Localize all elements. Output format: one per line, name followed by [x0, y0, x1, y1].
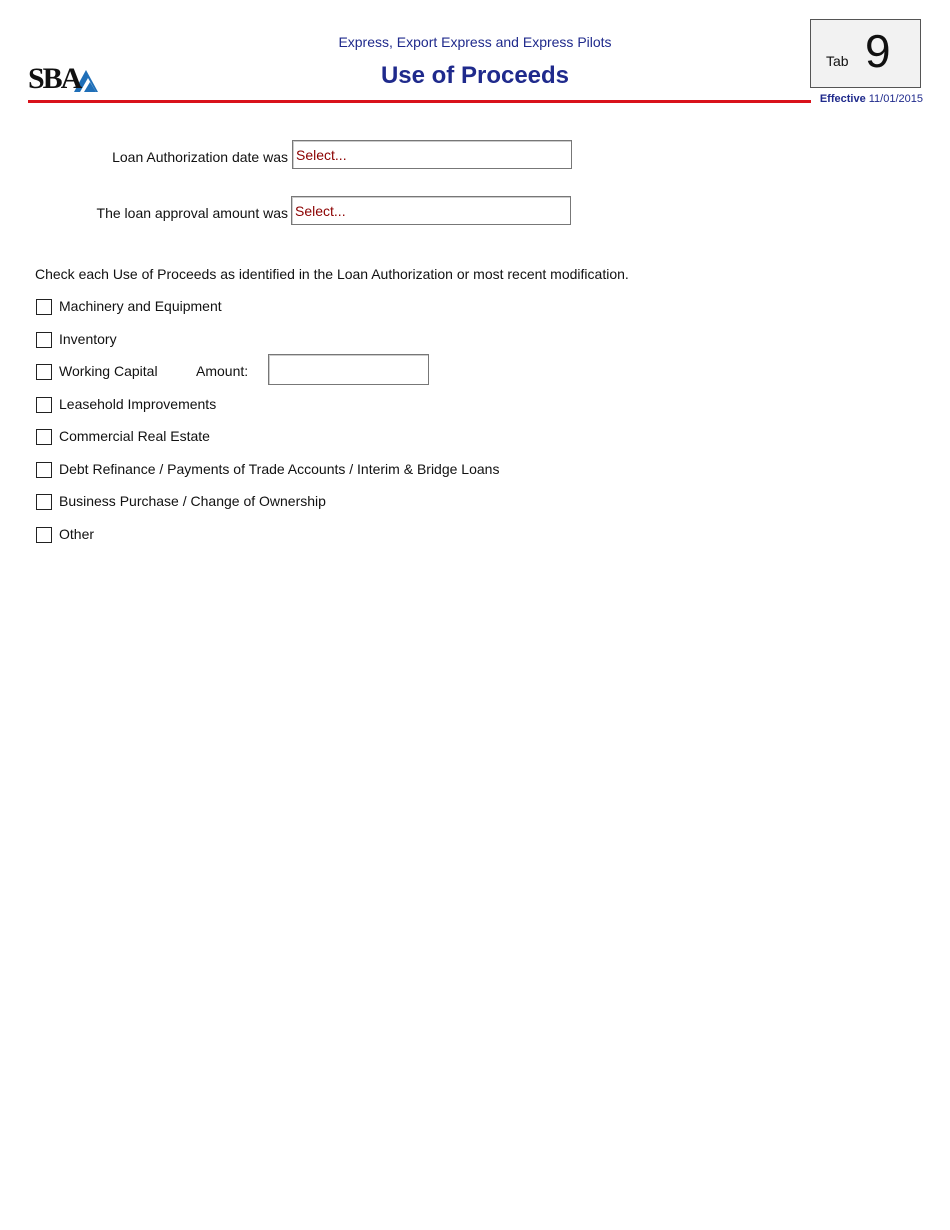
checkbox[interactable]	[36, 462, 52, 478]
checkbox-label: Business Purchase / Change of Ownership	[59, 493, 326, 509]
instructions-text: Check each Use of Proceeds as identified in the Loan Authorization or most recent modification.	[35, 266, 629, 282]
authorization-date-row	[0, 141, 288, 173]
approval-amount-value: Select...	[295, 203, 346, 219]
checkbox-label: Machinery and Equipment	[59, 298, 222, 314]
effective-date	[820, 93, 923, 105]
checkbox[interactable]	[36, 429, 52, 445]
checkbox-label: Leasehold Improvements	[59, 396, 217, 412]
checkbox-label: Commercial Real Estate	[59, 428, 210, 444]
tab-box	[810, 19, 921, 88]
authorization-date-select[interactable]	[292, 140, 572, 169]
effective-date-value: 11/01/2015	[868, 93, 923, 105]
working-capital-amount-input[interactable]	[268, 354, 429, 385]
authorization-date-label: Loan Authorization date was	[112, 149, 288, 165]
approval-amount-row	[0, 197, 288, 229]
page-title: Use of Proceeds	[380, 62, 570, 89]
header-divider	[28, 100, 811, 103]
checkbox-label: Working Capital	[59, 363, 158, 379]
checkbox[interactable]	[36, 397, 52, 413]
sba-logo-text: SBA	[28, 62, 81, 95]
checkbox-label: Other	[59, 526, 95, 542]
checkbox[interactable]	[36, 364, 52, 380]
tab-label: Tab	[826, 53, 849, 69]
working-capital-amount-label: Amount:	[196, 363, 249, 379]
checkbox[interactable]	[36, 527, 52, 543]
checkbox-label: Debt Refinance / Payments of Trade Accounts / Interim & Bridge Loans	[59, 461, 500, 477]
checkbox-label: Inventory	[59, 331, 117, 347]
tab-number: 9	[865, 25, 891, 77]
authorization-date-value: Select...	[296, 147, 347, 163]
effective-word: Effective	[819, 93, 866, 105]
checkbox[interactable]	[36, 332, 52, 348]
document-subtitle: Express, Export Express and Express Pilots	[338, 34, 612, 50]
approval-amount-select[interactable]	[291, 196, 571, 225]
checkbox[interactable]	[36, 494, 52, 510]
checkbox[interactable]	[36, 299, 52, 315]
approval-amount-label: The loan approval amount was	[96, 205, 288, 221]
